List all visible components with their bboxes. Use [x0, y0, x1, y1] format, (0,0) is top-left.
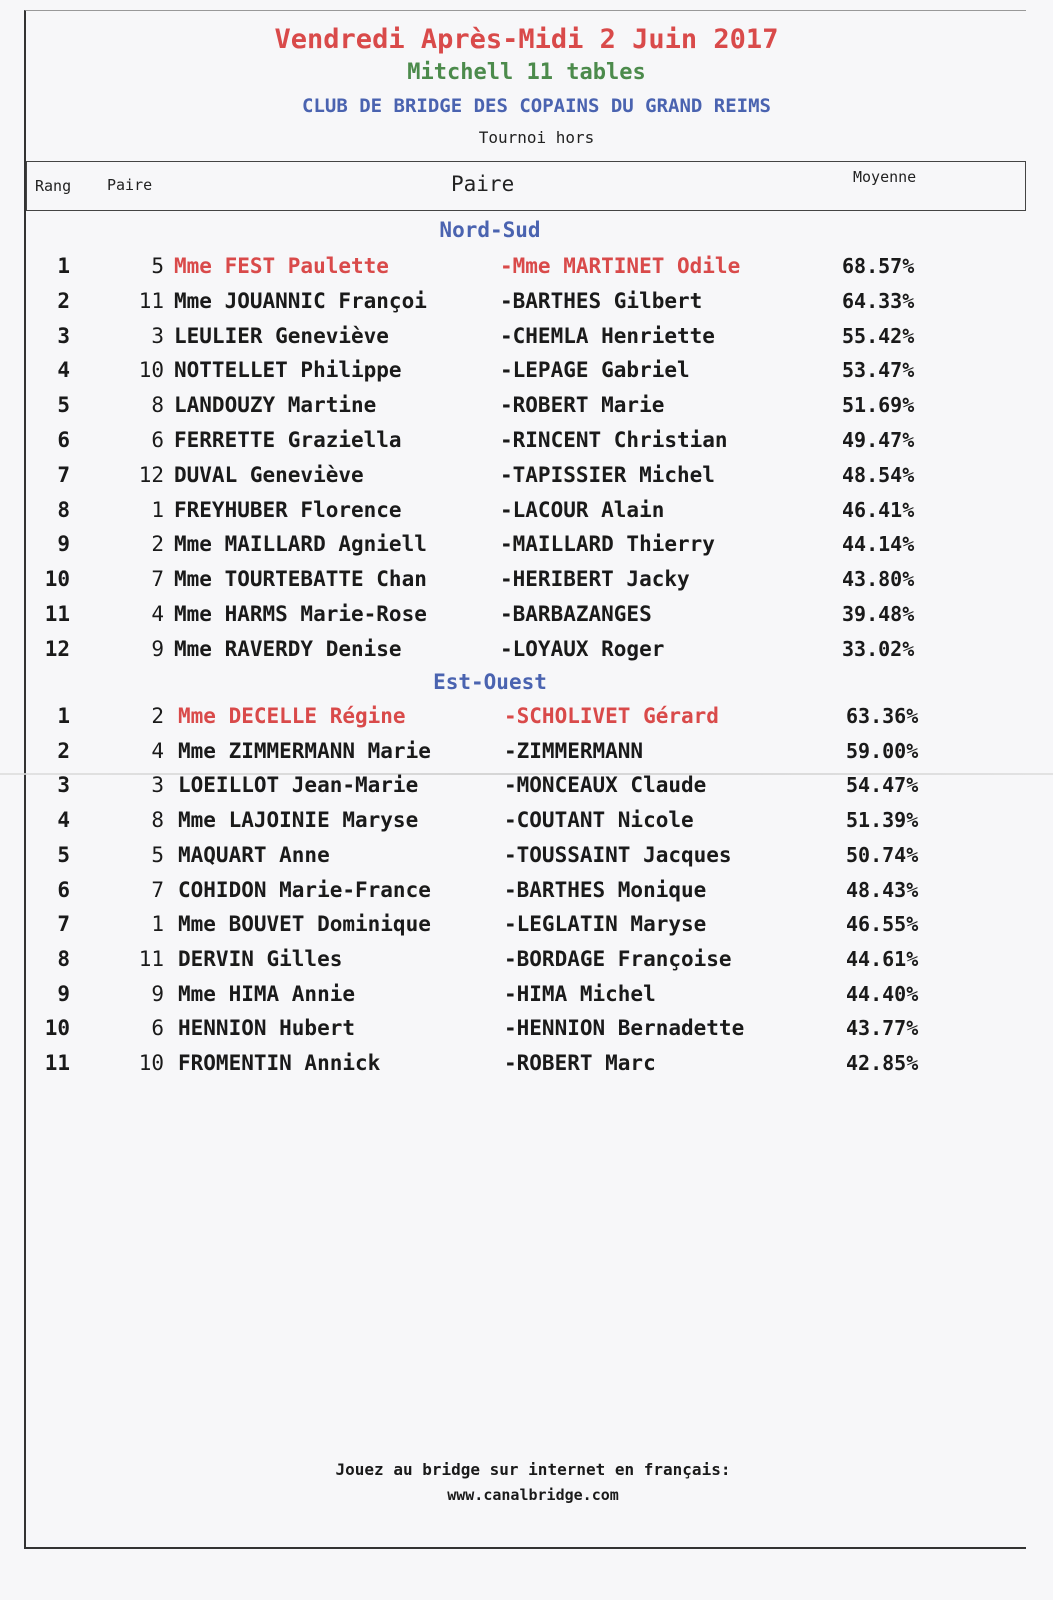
- pair-number-cell: 7: [151, 877, 164, 902]
- player-two-cell: -MAILLARD Thierry: [500, 532, 715, 557]
- rank-cell: 1: [57, 704, 70, 728]
- rank-cell: 11: [44, 602, 70, 626]
- player-one-cell: Mme JOUANNIC Françoi: [174, 288, 427, 313]
- rank-cell: 1: [57, 254, 70, 278]
- pair-number-cell: 4: [151, 738, 164, 763]
- header-rang: Rang: [35, 177, 72, 195]
- result-row: [0, 843, 1053, 873]
- result-row: [0, 254, 1053, 284]
- rank-cell: 2: [57, 738, 70, 763]
- average-cell: 46.41%: [842, 497, 915, 522]
- average-cell: 44.61%: [846, 946, 919, 971]
- rank-cell: 5: [57, 393, 70, 418]
- result-row: [0, 739, 1053, 769]
- rank-cell: 10: [44, 1016, 70, 1041]
- player-one-cell: Mme FEST Paulette: [174, 254, 389, 278]
- result-row: [0, 704, 1053, 734]
- result-row: [0, 393, 1053, 423]
- average-cell: 51.39%: [846, 808, 919, 833]
- page-title: Vendredi Après-Midi 2 Juin 2017: [274, 24, 779, 55]
- player-two-cell: -HENNION Bernadette: [504, 1016, 745, 1041]
- section-title-nord-sud: Nord-Sud: [439, 218, 541, 242]
- player-one-cell: FROMENTIN Annick: [178, 1051, 381, 1075]
- average-cell: 49.47%: [842, 428, 915, 452]
- player-two-cell: -LACOUR Alain: [500, 497, 665, 522]
- rank-cell: 2: [57, 288, 70, 313]
- pair-number-cell: 11: [138, 288, 164, 313]
- player-one-cell: LEULIER Geneviève: [174, 323, 389, 348]
- club-name: CLUB DE BRIDGE DES COPAINS DU GRAND REIMS: [302, 95, 771, 117]
- rank-cell: 6: [57, 428, 70, 452]
- result-row: [0, 1051, 1053, 1081]
- rank-cell: 3: [57, 323, 70, 348]
- average-cell: 51.69%: [842, 393, 915, 418]
- pair-number-cell: 1: [151, 912, 164, 937]
- rank-cell: 4: [57, 358, 70, 383]
- player-one-cell: COHIDON Marie-France: [178, 877, 431, 902]
- average-cell: 68.57%: [842, 254, 915, 278]
- pair-number-cell: 7: [151, 567, 164, 592]
- average-cell: 48.43%: [846, 877, 919, 902]
- pair-number-cell: 2: [151, 532, 164, 557]
- player-one-cell: Mme HIMA Annie: [178, 981, 356, 1006]
- pair-number-cell: 11: [138, 946, 164, 971]
- pair-number-cell: 1: [151, 497, 164, 522]
- section-title-est-ouest: Est-Ouest: [433, 670, 547, 694]
- pair-number-cell: 10: [138, 358, 164, 383]
- rank-cell: 4: [57, 808, 70, 833]
- pair-number-cell: 2: [151, 704, 164, 728]
- header-moyenne: Moyenne: [853, 168, 917, 186]
- average-cell: 64.33%: [842, 288, 915, 313]
- result-row: [0, 498, 1053, 528]
- average-cell: 55.42%: [842, 323, 915, 348]
- player-two-cell: -ROBERT Marie: [500, 393, 665, 418]
- player-one-cell: Mme BOUVET Dominique: [178, 912, 431, 937]
- pair-number-cell: 5: [151, 842, 164, 867]
- average-cell: 39.48%: [842, 602, 915, 626]
- average-cell: 44.40%: [846, 981, 919, 1006]
- player-one-cell: NOTTELLET Philippe: [174, 358, 402, 383]
- footer-promo: Jouez au bridge sur internet en français:: [335, 1460, 731, 1479]
- player-two-cell: -Mme MARTINET Odile: [500, 254, 741, 278]
- pair-number-cell: 9: [151, 636, 164, 661]
- rank-cell: 11: [44, 1051, 70, 1075]
- pair-number-cell: 4: [151, 602, 164, 626]
- player-one-cell: DERVIN Gilles: [178, 946, 343, 971]
- player-two-cell: -LEGLATIN Maryse: [504, 912, 707, 937]
- player-two-cell: -TAPISSIER Michel: [500, 462, 715, 487]
- player-two-cell: -SCHOLIVET Gérard: [504, 704, 719, 728]
- result-row: [0, 773, 1053, 803]
- result-row: [0, 289, 1053, 319]
- result-row: [0, 878, 1053, 908]
- player-one-cell: FERRETTE Graziella: [174, 428, 402, 452]
- average-cell: 63.36%: [846, 704, 919, 728]
- pair-number-cell: 8: [151, 393, 164, 418]
- page-subtitle: Mitchell 11 tables: [407, 60, 646, 85]
- tournament-type: Tournoi hors: [478, 128, 595, 147]
- result-row: [0, 324, 1053, 354]
- player-two-cell: -MONCEAUX Claude: [504, 773, 707, 798]
- average-cell: 48.54%: [842, 462, 915, 487]
- rank-cell: 3: [57, 773, 70, 798]
- rank-cell: 7: [57, 462, 70, 487]
- player-one-cell: Mme DECELLE Régine: [178, 704, 406, 728]
- rank-cell: 9: [57, 981, 70, 1006]
- player-one-cell: DUVAL Geneviève: [174, 462, 364, 487]
- player-one-cell: LOEILLOT Jean-Marie: [178, 773, 419, 798]
- player-one-cell: Mme TOURTEBATTE Chan: [174, 567, 427, 592]
- rank-cell: 6: [57, 877, 70, 902]
- average-cell: 53.47%: [842, 358, 915, 383]
- average-cell: 44.14%: [842, 532, 915, 557]
- player-one-cell: Mme ZIMMERMANN Marie: [178, 738, 431, 763]
- result-row: [0, 532, 1053, 562]
- player-one-cell: LANDOUZY Martine: [174, 393, 377, 418]
- average-cell: 43.77%: [846, 1016, 919, 1041]
- pair-number-cell: 10: [138, 1051, 164, 1075]
- player-two-cell: -HIMA Michel: [504, 981, 656, 1006]
- result-row: [0, 428, 1053, 458]
- header-paire: Paire: [107, 176, 153, 194]
- player-two-cell: -TOUSSAINT Jacques: [504, 842, 732, 867]
- pair-number-cell: 9: [151, 981, 164, 1006]
- rank-cell: 7: [57, 912, 70, 937]
- rank-cell: 10: [44, 567, 70, 592]
- player-one-cell: Mme RAVERDY Denise: [174, 636, 402, 661]
- player-two-cell: -BARTHES Gilbert: [500, 288, 703, 313]
- player-one-cell: HENNION Hubert: [178, 1016, 356, 1041]
- footer-url: www.canalbridge.com: [447, 1486, 619, 1504]
- average-cell: 50.74%: [846, 842, 919, 867]
- pair-number-cell: 8: [151, 808, 164, 833]
- result-row: [0, 947, 1053, 977]
- result-row: [0, 808, 1053, 838]
- pair-number-cell: 6: [151, 1016, 164, 1041]
- pair-number-cell: 5: [151, 254, 164, 278]
- player-one-cell: MAQUART Anne: [178, 842, 330, 867]
- player-two-cell: -COUTANT Nicole: [504, 808, 694, 833]
- rank-cell: 8: [57, 497, 70, 522]
- average-cell: 46.55%: [846, 912, 919, 937]
- result-row: [0, 982, 1053, 1012]
- rank-cell: 5: [57, 842, 70, 867]
- result-row: [0, 912, 1053, 942]
- player-two-cell: -ROBERT Marc: [504, 1051, 656, 1075]
- player-two-cell: -BARBAZANGES: [500, 602, 652, 626]
- average-cell: 43.80%: [842, 567, 915, 592]
- pair-number-cell: 3: [151, 323, 164, 348]
- player-two-cell: -ZIMMERMANN: [504, 738, 644, 763]
- pair-number-cell: 6: [151, 428, 164, 452]
- player-one-cell: Mme LAJOINIE Maryse: [178, 808, 419, 833]
- average-cell: 33.02%: [842, 636, 915, 661]
- player-two-cell: -CHEMLA Henriette: [500, 323, 715, 348]
- rank-cell: 9: [57, 532, 70, 557]
- player-one-cell: Mme MAILLARD Agniell: [174, 532, 427, 557]
- player-one-cell: Mme HARMS Marie-Rose: [174, 602, 427, 626]
- result-row: [0, 1016, 1053, 1046]
- rank-cell: 12: [44, 636, 70, 661]
- column-header-box: [26, 161, 1026, 211]
- result-row: [0, 567, 1053, 597]
- average-cell: 54.47%: [846, 773, 919, 798]
- player-two-cell: -LEPAGE Gabriel: [500, 358, 690, 383]
- result-row: [0, 463, 1053, 493]
- player-two-cell: -BORDAGE Françoise: [504, 946, 732, 971]
- rank-cell: 8: [57, 946, 70, 971]
- pair-number-cell: 3: [151, 773, 164, 798]
- player-two-cell: -RINCENT Christian: [500, 428, 728, 452]
- player-two-cell: -LOYAUX Roger: [500, 636, 665, 661]
- average-cell: 42.85%: [846, 1051, 919, 1075]
- player-two-cell: -BARTHES Monique: [504, 877, 707, 902]
- average-cell: 59.00%: [846, 738, 919, 763]
- player-one-cell: FREYHUBER Florence: [174, 497, 402, 522]
- result-row: [0, 602, 1053, 632]
- header-paire-names: Paire: [451, 172, 515, 196]
- result-row: [0, 358, 1053, 388]
- result-row: [0, 637, 1053, 667]
- player-two-cell: -HERIBERT Jacky: [500, 567, 690, 592]
- pair-number-cell: 12: [138, 462, 164, 487]
